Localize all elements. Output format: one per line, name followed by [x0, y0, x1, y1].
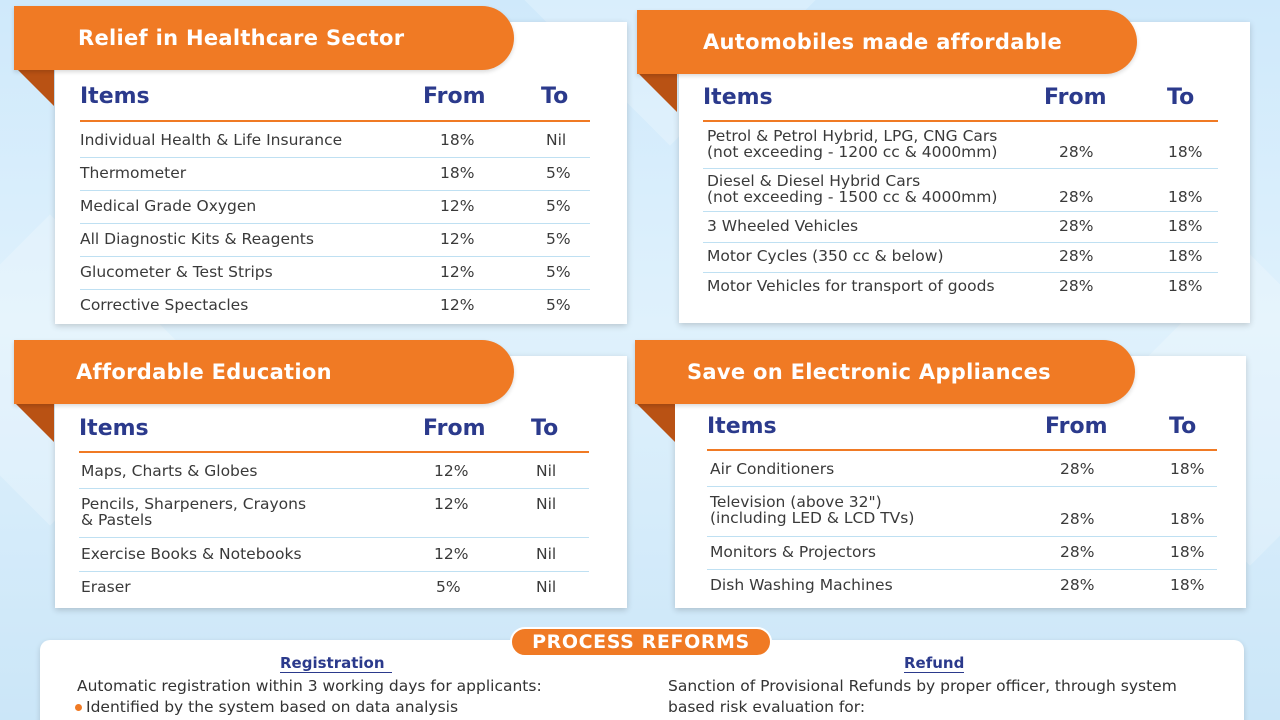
- item-name: Exercise Books & Notebooks: [81, 545, 302, 563]
- col-items-header: Items: [80, 84, 150, 109]
- refund-heading: Refund: [904, 654, 965, 672]
- automobiles-title: Automobiles made affordable: [637, 10, 1137, 74]
- rate-from: 12%: [440, 197, 475, 215]
- banner-fold: [14, 66, 54, 106]
- table-row: [710, 494, 1220, 528]
- rate-from: 28%: [1060, 543, 1095, 561]
- item-name: Air Conditioners: [710, 460, 835, 478]
- table-row: [80, 165, 590, 183]
- item-name: Motor Cycles (350 cc & below): [707, 247, 944, 265]
- table-row: [80, 198, 590, 216]
- table-row: [710, 544, 1220, 562]
- row-divider: [707, 486, 1217, 487]
- row-divider: [703, 272, 1218, 273]
- row-divider: [79, 571, 589, 572]
- rate-from: 28%: [1059, 143, 1094, 161]
- item-name: Dish Washing Machines: [710, 576, 893, 594]
- banner-fold: [635, 402, 675, 442]
- item-name: Television (above 32"): [710, 493, 882, 511]
- col-to-header: To: [531, 416, 559, 441]
- row-divider: [703, 242, 1218, 243]
- item-name: Maps, Charts & Globes: [81, 462, 258, 480]
- item-name: Pencils, Sharpeners, Crayons: [81, 495, 307, 513]
- rate-to: 5%: [546, 230, 571, 248]
- row-divider: [707, 569, 1217, 570]
- row-divider: [80, 289, 590, 290]
- rate-from: 12%: [434, 462, 469, 480]
- rate-to: 18%: [1168, 188, 1203, 206]
- rate-from: 28%: [1059, 247, 1094, 265]
- item-name-detail: (not exceeding - 1500 cc & 4000mm): [707, 188, 998, 206]
- col-items-header: Items: [703, 85, 773, 110]
- table-row: [81, 496, 591, 530]
- rate-to: 5%: [546, 296, 571, 314]
- rate-to: Nil: [536, 578, 557, 596]
- col-items-header: Items: [79, 416, 149, 441]
- registration-heading: Registration: [280, 655, 392, 673]
- header-rule: [79, 451, 589, 453]
- rate-from: 18%: [440, 164, 475, 182]
- table-row: [81, 463, 591, 481]
- rate-from: 28%: [1060, 576, 1095, 594]
- registration-text: Automatic registration within 3 working days for applicants:: [77, 677, 542, 695]
- rate-to: 18%: [1168, 277, 1203, 295]
- rate-to: 18%: [1170, 543, 1205, 561]
- row-divider: [703, 168, 1218, 169]
- rate-from: 28%: [1059, 217, 1094, 235]
- header-rule: [707, 449, 1217, 451]
- table-row: [707, 248, 1217, 266]
- item-name: All Diagnostic Kits & Reagents: [80, 230, 314, 248]
- header-rule: [80, 120, 590, 122]
- item-name: Corrective Spectacles: [80, 296, 249, 314]
- rate-from: 28%: [1059, 188, 1094, 206]
- table-row: [707, 218, 1217, 236]
- rate-from: 18%: [440, 131, 475, 149]
- healthcare-title: Relief in Healthcare Sector: [14, 6, 514, 70]
- table-row: [80, 297, 590, 315]
- col-to-header: To: [1169, 414, 1197, 439]
- col-from-header: From: [423, 84, 486, 109]
- row-divider: [79, 488, 589, 489]
- table-row: [81, 579, 591, 597]
- item-name: Monitors & Projectors: [710, 543, 876, 561]
- education-title: Affordable Education: [14, 340, 514, 404]
- item-name: Motor Vehicles for transport of goods: [707, 277, 995, 295]
- rate-from: 12%: [440, 296, 475, 314]
- registration-bullet-text: Identified by the system based on data analysis: [86, 698, 459, 716]
- banner-fold: [14, 402, 54, 442]
- col-to-header: To: [541, 84, 569, 109]
- rate-to: 18%: [1170, 460, 1205, 478]
- rate-from: 28%: [1060, 510, 1095, 528]
- registration-bullet-item: [75, 698, 458, 716]
- rate-to: Nil: [536, 462, 557, 480]
- table-row: [80, 132, 590, 150]
- rate-to: 18%: [1170, 510, 1205, 528]
- rate-from: 28%: [1059, 277, 1094, 295]
- col-items-header: Items: [707, 414, 777, 439]
- rate-from: 28%: [1060, 460, 1095, 478]
- table-row: [710, 577, 1220, 595]
- item-name: Individual Health & Life Insurance: [80, 131, 343, 149]
- rate-from: 5%: [436, 578, 461, 596]
- rate-from: 12%: [440, 230, 475, 248]
- rate-from: 12%: [440, 263, 475, 281]
- row-divider: [703, 211, 1218, 212]
- table-row: [81, 546, 591, 564]
- table-row: [707, 278, 1217, 296]
- col-from-header: From: [423, 416, 486, 441]
- row-divider: [707, 536, 1217, 537]
- item-name: Glucometer & Test Strips: [80, 263, 273, 281]
- item-name: Thermometer: [80, 164, 187, 182]
- rate-from: 12%: [434, 545, 469, 563]
- rate-to: 18%: [1168, 247, 1203, 265]
- refund-text: Sanction of Provisional Refunds by proper officer, through system: [668, 677, 1177, 695]
- banner-fold: [637, 72, 677, 112]
- row-divider: [80, 157, 590, 158]
- item-name: Eraser: [81, 578, 131, 596]
- item-name-detail: (not exceeding - 1200 cc & 4000mm): [707, 143, 998, 161]
- rate-to: Nil: [546, 131, 567, 149]
- table-row: [80, 231, 590, 249]
- col-from-header: From: [1045, 414, 1108, 439]
- item-name: 3 Wheeled Vehicles: [707, 217, 859, 235]
- col-from-header: From: [1044, 85, 1107, 110]
- item-name-detail: (including LED & LCD TVs): [710, 509, 915, 527]
- table-row: [707, 128, 1217, 162]
- table-row: [710, 461, 1220, 479]
- rate-to: 18%: [1168, 143, 1203, 161]
- row-divider: [80, 223, 590, 224]
- header-rule: [703, 120, 1218, 122]
- process-reforms-title: PROCESS REFORMS: [510, 627, 772, 657]
- row-divider: [80, 256, 590, 257]
- item-name: Medical Grade Oxygen: [80, 197, 257, 215]
- item-name-detail: & Pastels: [81, 511, 153, 529]
- bullet-icon: [75, 704, 82, 711]
- rate-to: Nil: [536, 495, 557, 513]
- rate-to: 5%: [546, 164, 571, 182]
- rate-to: 18%: [1168, 217, 1203, 235]
- table-row: [80, 264, 590, 282]
- rate-to: 18%: [1170, 576, 1205, 594]
- row-divider: [79, 537, 589, 538]
- refund-text-continued: based risk evaluation for:: [668, 698, 866, 716]
- col-to-header: To: [1167, 85, 1195, 110]
- table-row: [707, 173, 1217, 207]
- electronics-title: Save on Electronic Appliances: [635, 340, 1135, 404]
- item-name: Diesel & Diesel Hybrid Cars: [707, 172, 921, 190]
- rate-to: 5%: [546, 197, 571, 215]
- rate-from: 12%: [434, 495, 469, 513]
- item-name: Petrol & Petrol Hybrid, LPG, CNG Cars: [707, 127, 998, 145]
- rate-to: 5%: [546, 263, 571, 281]
- row-divider: [80, 190, 590, 191]
- rate-to: Nil: [536, 545, 557, 563]
